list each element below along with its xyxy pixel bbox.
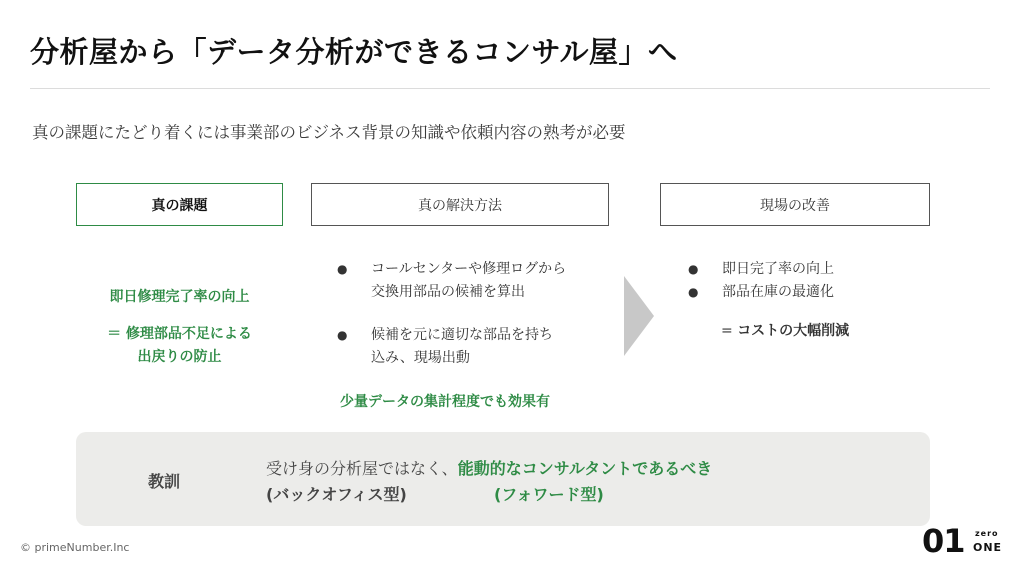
bullet-dot-icon: ● [337, 262, 348, 276]
improvement-bullet-1 [688, 258, 834, 281]
lesson-panel [76, 432, 930, 526]
lesson-line-2 [266, 482, 604, 505]
solution-bullet-1 [337, 258, 566, 304]
improvement-bullet-2 [688, 281, 834, 304]
zero-one-logo [922, 522, 1004, 560]
issue-line-2: ＝ 修理部品不足による [107, 326, 252, 342]
solution-bullet-2-line-1: 候補を元に適切な部品を持ち [371, 327, 553, 343]
title-divider [30, 88, 990, 89]
true-solution-label: 真の解決方法 [418, 197, 502, 214]
bullet-dot-icon: ● [688, 262, 699, 276]
lesson-passive-text: 受け身の分析屋ではなく、 [266, 459, 458, 478]
issue-line-3: 出戻りの防止 [137, 349, 222, 365]
improvement-bullet-1-text: 即日完了率の向上 [722, 261, 834, 277]
slide-subtitle: 真の課題にたどり着くには事業部のビジネス背景の知識や依頼内容の熟考が必要 [32, 123, 626, 142]
bullet-dot-icon: ● [688, 285, 699, 299]
copyright-footer: © primeNumber.Inc [20, 541, 130, 554]
true-solution-box [311, 183, 609, 226]
solution-bullet-2 [337, 324, 566, 370]
logo-word-top: zero [975, 529, 999, 538]
solution-note: 少量データの集計程度でも効果有 [340, 394, 550, 410]
logo-word-bottom: ONE [973, 541, 1003, 554]
slide-title: 分析屋から「データ分析ができるコンサル屋」へ [30, 35, 678, 69]
true-issue-box [76, 183, 283, 226]
lesson-active-text: 能動的なコンサルタントであるべき [457, 459, 713, 478]
true-issue-label: 真の課題 [151, 197, 208, 214]
improvement-bullet-list [688, 258, 834, 304]
lesson-line-1 [266, 456, 712, 479]
improvement-result-text: コストの大幅削減 [737, 323, 850, 339]
lesson-backoffice-type: (バックオフィス型) [266, 485, 407, 504]
chevron-right-arrow-icon [624, 276, 654, 356]
solution-bullet-2-line-2: 込み、現場出動 [371, 350, 470, 366]
solution-bullet-list [337, 258, 566, 370]
bullet-dot-icon: ● [337, 328, 348, 342]
lesson-label: 教訓 [148, 472, 181, 491]
site-improvement-label: 現場の改善 [760, 197, 830, 214]
logo-mark: 01 [922, 522, 965, 560]
site-improvement-box [660, 183, 930, 226]
improvement-bullet-2-text: 部品在庫の最適化 [722, 284, 834, 300]
solution-bullet-1-line-1: コールセンターや修理ログから [371, 261, 567, 277]
improvement-result-prefix: = [721, 323, 738, 339]
lesson-forward-type: (フォワード型) [494, 485, 604, 504]
solution-bullet-1-line-2: 交換用部品の候補を算出 [371, 284, 525, 300]
improvement-result [721, 320, 849, 340]
issue-line-1: 即日修理完了率の向上 [109, 289, 250, 305]
